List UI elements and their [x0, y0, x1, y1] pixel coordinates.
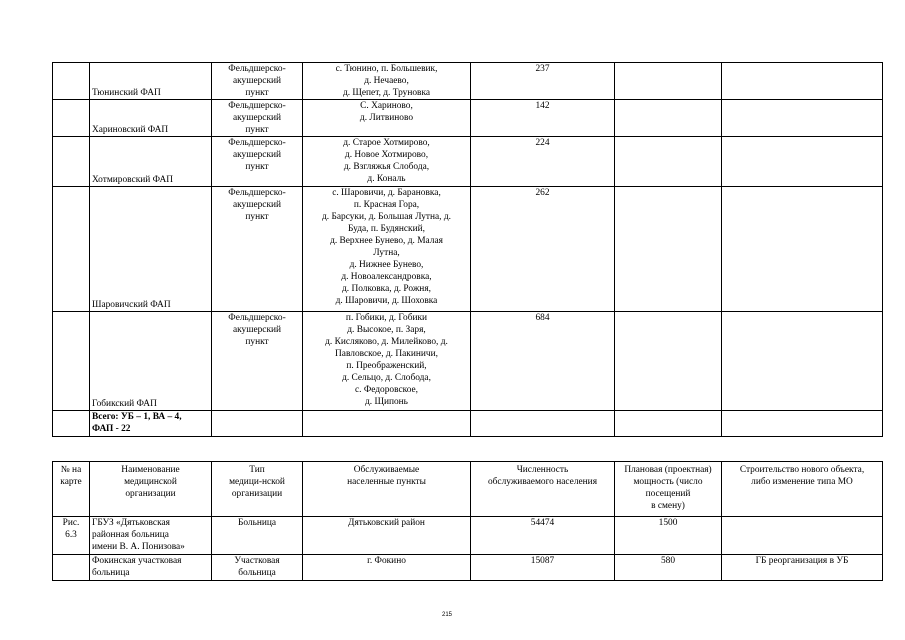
- header-construction: Строительство нового объекта, либо изменение типа МО: [722, 462, 883, 517]
- served-places: д. Старое Хотмирово, д. Новое Хотмирово, д. Взгляжья Слобода, д. Кональ: [303, 137, 471, 187]
- population: 237: [471, 63, 615, 100]
- population: 54474: [471, 517, 615, 555]
- org-name: ГБУЗ «Дятьковская районная больница имени В. А. Понизова»: [90, 517, 212, 555]
- table-row: [53, 187, 883, 312]
- table-row: [53, 63, 883, 100]
- served-places: с. Шаровичи, д. Барановка, п. Красная Гора, д. Барсуки, д. Большая Лутна, д. Буда, п. Будянский, д. Верхнее Бунево, д. Малая Лутна, д. Нижнее Бунево, д. Новоалександровка, д. Полковка, д. Рожня, д. Шаровичи, д. Шоховка: [303, 187, 471, 312]
- population: 224: [471, 137, 615, 187]
- served-places: с. Тюнино, п. Большевик, д. Нечаево, д. Щепет, д. Труновка: [303, 63, 471, 100]
- header-population: Численность обслуживаемого населения: [471, 462, 615, 517]
- org-name: Хотмировский ФАП: [90, 137, 212, 187]
- table-row: [53, 100, 883, 137]
- construction: ГБ реорганизация в УБ: [722, 555, 883, 581]
- population: 262: [471, 187, 615, 312]
- served-places: п. Гобики, д. Гобики д. Высокое, п. Заря, д. Кисляково, д. Милейково, д. Павловское, д. Пакиничи, п. Преображенский, д. Сельцо, д. Слобода, с. Федоровское, д. Щипонь: [303, 312, 471, 411]
- total-summary: Всего: УБ – 1, ВА – 4, ФАП - 22: [90, 411, 212, 437]
- org-name: Гобикский ФАП: [90, 312, 212, 411]
- org-type: Фельдшерско- акушерский пункт: [212, 312, 303, 411]
- table-row: [53, 137, 883, 187]
- capacity: 1500: [615, 517, 722, 555]
- org-name: Хариновский ФАП: [90, 100, 212, 137]
- served-places: Дятьковский район: [303, 517, 471, 555]
- population: 684: [471, 312, 615, 411]
- population: 15087: [471, 555, 615, 581]
- page-number: 215: [442, 612, 453, 618]
- map-no: Рис. 6.3: [53, 517, 90, 555]
- header-name: Наименование медицинской организации: [90, 462, 212, 517]
- capacity: 580: [615, 555, 722, 581]
- top-table: [52, 62, 883, 437]
- total-row: [53, 411, 883, 437]
- header-type: Тип медици-нской организации: [212, 462, 303, 517]
- header-capacity: Плановая (проектная) мощность (число посещений в смену): [615, 462, 722, 517]
- served-places: г. Фокино: [303, 555, 471, 581]
- table-row: [53, 555, 883, 581]
- table-header-row: [53, 462, 883, 517]
- header-map-no: № на карте: [53, 462, 90, 517]
- org-type: Фельдшерско- акушерский пункт: [212, 100, 303, 137]
- org-type: Участковая больница: [212, 555, 303, 581]
- construction: [722, 517, 883, 555]
- header-places: Обслуживаемые населенные пункты: [303, 462, 471, 517]
- org-name: Тюнинский ФАП: [90, 63, 212, 100]
- org-name: Фокинская участковая больница: [90, 555, 212, 581]
- table-row: [53, 517, 883, 555]
- map-no: [53, 555, 90, 581]
- org-type: Фельдшерско- акушерский пункт: [212, 137, 303, 187]
- bottom-table: [52, 461, 883, 581]
- table-row: [53, 312, 883, 411]
- population: 142: [471, 100, 615, 137]
- org-type: Больница: [212, 517, 303, 555]
- org-type: Фельдшерско- акушерский пункт: [212, 187, 303, 312]
- org-type: Фельдшерско- акушерский пункт: [212, 63, 303, 100]
- served-places: С. Хариново, д. Литвиново: [303, 100, 471, 137]
- org-name: Шаровичский ФАП: [90, 187, 212, 312]
